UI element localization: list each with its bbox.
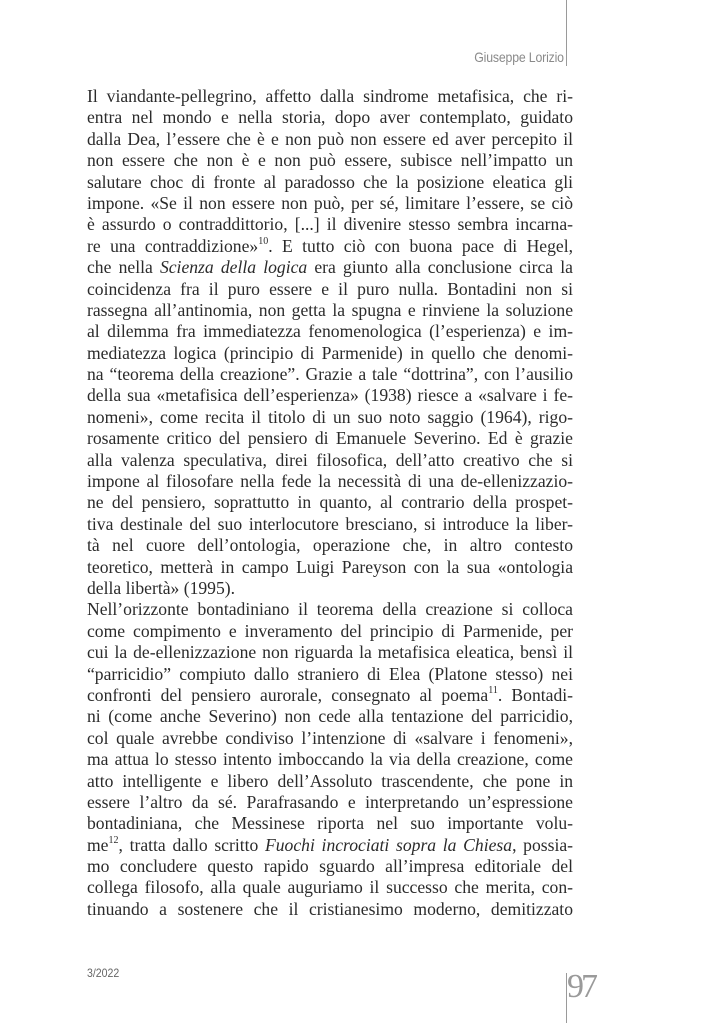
text-line bbox=[87, 236, 573, 257]
text-line bbox=[87, 856, 573, 877]
text-run: nomeni», come recita il titolo di un suo noto saggio (1964), rigo- bbox=[87, 406, 573, 427]
text-run: atto intelligente e libero dell’Assoluto trascendente, che pone in bbox=[87, 770, 573, 791]
text-run: mo concludere questo rapido sguardo all’impresa editoriale del bbox=[87, 856, 573, 877]
italic-title: Fuochi incrociati sopra la Chiesa bbox=[265, 834, 513, 855]
text-run: , possia- bbox=[512, 834, 574, 855]
text-line bbox=[87, 428, 573, 449]
text-line bbox=[87, 813, 573, 834]
text-run: tiva destinale del suo interlocutore bresciano, si introduce la liber- bbox=[87, 513, 573, 534]
text-line bbox=[87, 214, 573, 235]
footnote-reference[interactable]: 10 bbox=[258, 235, 269, 247]
text-line bbox=[87, 385, 573, 406]
text-line bbox=[87, 150, 573, 171]
text-line bbox=[87, 343, 573, 364]
body-text bbox=[87, 86, 573, 920]
text-run: rassegna all’antinomia, non getta la spugna e rinviene la soluzione bbox=[87, 299, 573, 320]
footer-issue-number: 3/2022 bbox=[87, 966, 120, 980]
text-line bbox=[87, 685, 573, 706]
running-head-author: Giuseppe Lorizio bbox=[474, 49, 564, 65]
text-run: ni (come anche Severino) non cede alla tentazione del parricidio, bbox=[87, 706, 573, 727]
text-run: ne del pensiero, soprattutto in quanto, al contrario della prospet- bbox=[87, 492, 573, 513]
text-run: confronti del pensiero aurorale, consegnato al poema bbox=[87, 684, 489, 705]
text-line bbox=[87, 172, 573, 193]
text-line bbox=[87, 621, 573, 642]
text-run: Nell’orizzonte bontadiniano il teorema della creazione si colloca bbox=[87, 599, 573, 620]
text-line bbox=[87, 835, 573, 856]
text-line bbox=[87, 792, 573, 813]
text-line bbox=[87, 706, 573, 727]
text-line bbox=[87, 407, 573, 428]
text-line bbox=[87, 877, 573, 898]
text-run: non essere che non è e non può essere, subisce nell’impatto un bbox=[87, 150, 573, 171]
page-number: 97 bbox=[567, 968, 595, 1005]
footnote-reference[interactable]: 11 bbox=[488, 685, 498, 697]
text-run: alla valenza speculativa, direi filosofica, dell’atto creativo che si bbox=[87, 449, 573, 470]
text-line bbox=[87, 129, 573, 150]
text-run: Il viandante-pellegrino, affetto dalla sindrome metafisica, che ri- bbox=[87, 86, 573, 106]
text-run: . E tutto ciò con buona pace di Hegel, bbox=[268, 235, 573, 256]
text-run: che nella bbox=[87, 257, 160, 278]
text-run: ma attua lo stesso intento imboccando la via della creazione, come bbox=[87, 749, 573, 770]
text-line bbox=[87, 899, 573, 920]
text-line bbox=[87, 535, 573, 556]
text-line bbox=[87, 749, 573, 770]
text-run: “parricidio” compiuto dallo straniero di Elea (Platone stesso) nei bbox=[87, 663, 573, 684]
text-line bbox=[87, 771, 573, 792]
footnote-reference[interactable]: 12 bbox=[108, 834, 119, 846]
text-line bbox=[87, 514, 573, 535]
text-run: impone. «Se il non essere non può, per sé, limitare l’essere, se ciò bbox=[87, 192, 573, 213]
text-run: col quale avrebbe condiviso l’intenzione di «salvare i fenomeni», bbox=[87, 727, 573, 748]
text-line bbox=[87, 728, 573, 749]
text-run: . Bontadi- bbox=[497, 684, 573, 705]
text-line bbox=[87, 364, 573, 385]
text-run: re una contraddizione» bbox=[87, 235, 259, 256]
text-run: coincidenza fra il puro essere e il puro nulla. Bontadini non si bbox=[87, 278, 573, 299]
text-line bbox=[87, 86, 573, 107]
text-run: è assurdo o contraddittorio, [...] il divenire stesso sembra incarna- bbox=[87, 214, 573, 235]
text-line bbox=[87, 321, 573, 342]
text-run: dalla Dea, l’essere che è e non può non essere ed aver percepito il bbox=[87, 128, 573, 149]
text-line bbox=[87, 492, 573, 513]
text-run: cui la de-ellenizzazione non riguarda la metafisica eleatica, bensì il bbox=[87, 642, 573, 663]
text-run: collega filosofo, alla quale auguriamo il successo che merita, con- bbox=[87, 877, 573, 898]
text-run: entra nel mondo e nella storia, dopo aver contemplato, guidato bbox=[87, 107, 573, 128]
text-line bbox=[87, 450, 573, 471]
text-run: na “teorema della creazione”. Grazie a tale “dottrina”, con l’ausilio bbox=[87, 364, 573, 385]
text-run: impone al filosofare nella fede la necessità di una de-ellenizzazio- bbox=[87, 471, 573, 492]
text-line bbox=[87, 257, 573, 278]
italic-title: Scienza della logica bbox=[159, 257, 308, 278]
text-line bbox=[87, 107, 573, 128]
header-vertical-rule bbox=[566, 0, 567, 66]
text-line bbox=[87, 279, 573, 300]
text-run: teoretico, metterà in campo Luigi Pareyson con la sua «ontologia bbox=[87, 556, 573, 577]
text-run: tà nel cuore dell’ontologia, operazione che, in altro contesto bbox=[87, 535, 573, 556]
text-run: al dilemma fra immediatezza fenomenologica (l’esperienza) e im- bbox=[87, 321, 573, 342]
text-line bbox=[87, 193, 573, 214]
text-line bbox=[87, 599, 573, 620]
text-run: della sua «metafisica dell’esperienza» (1938) riesce a «salvare i fe- bbox=[87, 385, 573, 406]
text-line bbox=[87, 664, 573, 685]
text-run: essere l’altro da sé. Parafrasando e interpretando un’espressione bbox=[87, 791, 573, 812]
text-line bbox=[87, 300, 573, 321]
text-line bbox=[87, 642, 573, 663]
text-run: era giunto alla conclusione circa la bbox=[307, 257, 573, 278]
text-run: mediatezza logica (principio di Parmenide) in quello che denomi- bbox=[87, 342, 573, 363]
text-run: rosamente critico del pensiero di Emanuele Severino. Ed è grazie bbox=[87, 428, 573, 449]
text-line bbox=[87, 471, 573, 492]
text-run: come compimento e inveramento del principio di Parmenide, per bbox=[87, 620, 573, 641]
text-line bbox=[87, 557, 573, 578]
text-line bbox=[87, 578, 573, 599]
text-run: me bbox=[87, 834, 109, 855]
text-run: salutare choc di fronte al paradosso che la posizione eleatica gli bbox=[87, 171, 573, 192]
text-run: della libertà» (1995). bbox=[87, 577, 236, 598]
text-run: tinuando a sostenere che il cristianesimo moderno, demitizzato bbox=[87, 898, 573, 919]
text-run: , tratta dallo scritto bbox=[118, 834, 266, 855]
text-run: bontadiniana, che Messinese riporta nel suo importante volu- bbox=[87, 813, 573, 834]
